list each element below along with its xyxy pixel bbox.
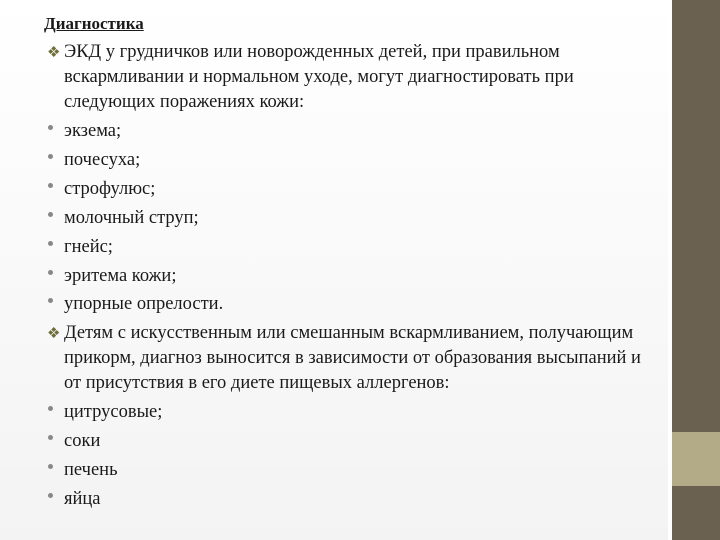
section-item (44, 40, 644, 114)
item-text: яйца (64, 489, 101, 509)
sidebar-accent-block (672, 432, 720, 486)
item-text: печень (64, 460, 118, 481)
dot-bullet-icon (48, 183, 53, 188)
item-text: Детям с искусственным или смешанным вскармливанием, получающим прикорм, диагноз выносится в зависимости от образования высыпаний и от присутствия в его диете пищевых аллергенов: (64, 323, 641, 394)
dot-bullet-icon (48, 212, 53, 217)
diamond-bullet-icon: ❖ (47, 45, 61, 61)
item-text: эритема кожи; (64, 265, 177, 286)
item-text: гнейс; (64, 236, 113, 257)
dot-bullet-icon (48, 154, 53, 159)
item-text: соки (64, 431, 101, 452)
item-text: почесуха; (64, 149, 141, 170)
list-item (44, 487, 644, 512)
dot-bullet-icon (48, 241, 53, 246)
dot-bullet-icon (48, 298, 53, 303)
item-text: строфулюс; (64, 178, 156, 199)
list-item (44, 235, 644, 260)
dot-bullet-icon (48, 493, 53, 498)
dot-bullet-icon (48, 464, 53, 469)
dot-bullet-icon (48, 406, 53, 411)
item-text: молочный струп; (64, 207, 199, 228)
list-item (44, 458, 644, 483)
item-text: цитрусовые; (64, 402, 163, 423)
item-text: ЭКД у грудничков или новорожденных детей, при правильном вскармливании и нормальном уходе, могут диагностировать при следующих поражениях кожи: (64, 42, 574, 112)
list-item (44, 264, 644, 289)
list-item (44, 292, 644, 317)
list-item (44, 429, 644, 454)
list-item (44, 148, 644, 173)
section-item (44, 321, 644, 395)
list-item (44, 400, 644, 425)
list-item (44, 206, 644, 231)
bullet-list (44, 40, 644, 512)
diamond-bullet-icon: ❖ (47, 326, 61, 343)
dot-bullet-icon (48, 435, 53, 440)
slide-title: Диагностика (44, 14, 144, 33)
item-text: экзема; (64, 120, 122, 141)
slide-content (44, 12, 644, 516)
dot-bullet-icon (48, 270, 53, 275)
item-text: упорные опрелости. (64, 294, 224, 315)
list-item (44, 177, 644, 202)
list-item (44, 119, 644, 144)
dot-bullet-icon (48, 125, 53, 130)
